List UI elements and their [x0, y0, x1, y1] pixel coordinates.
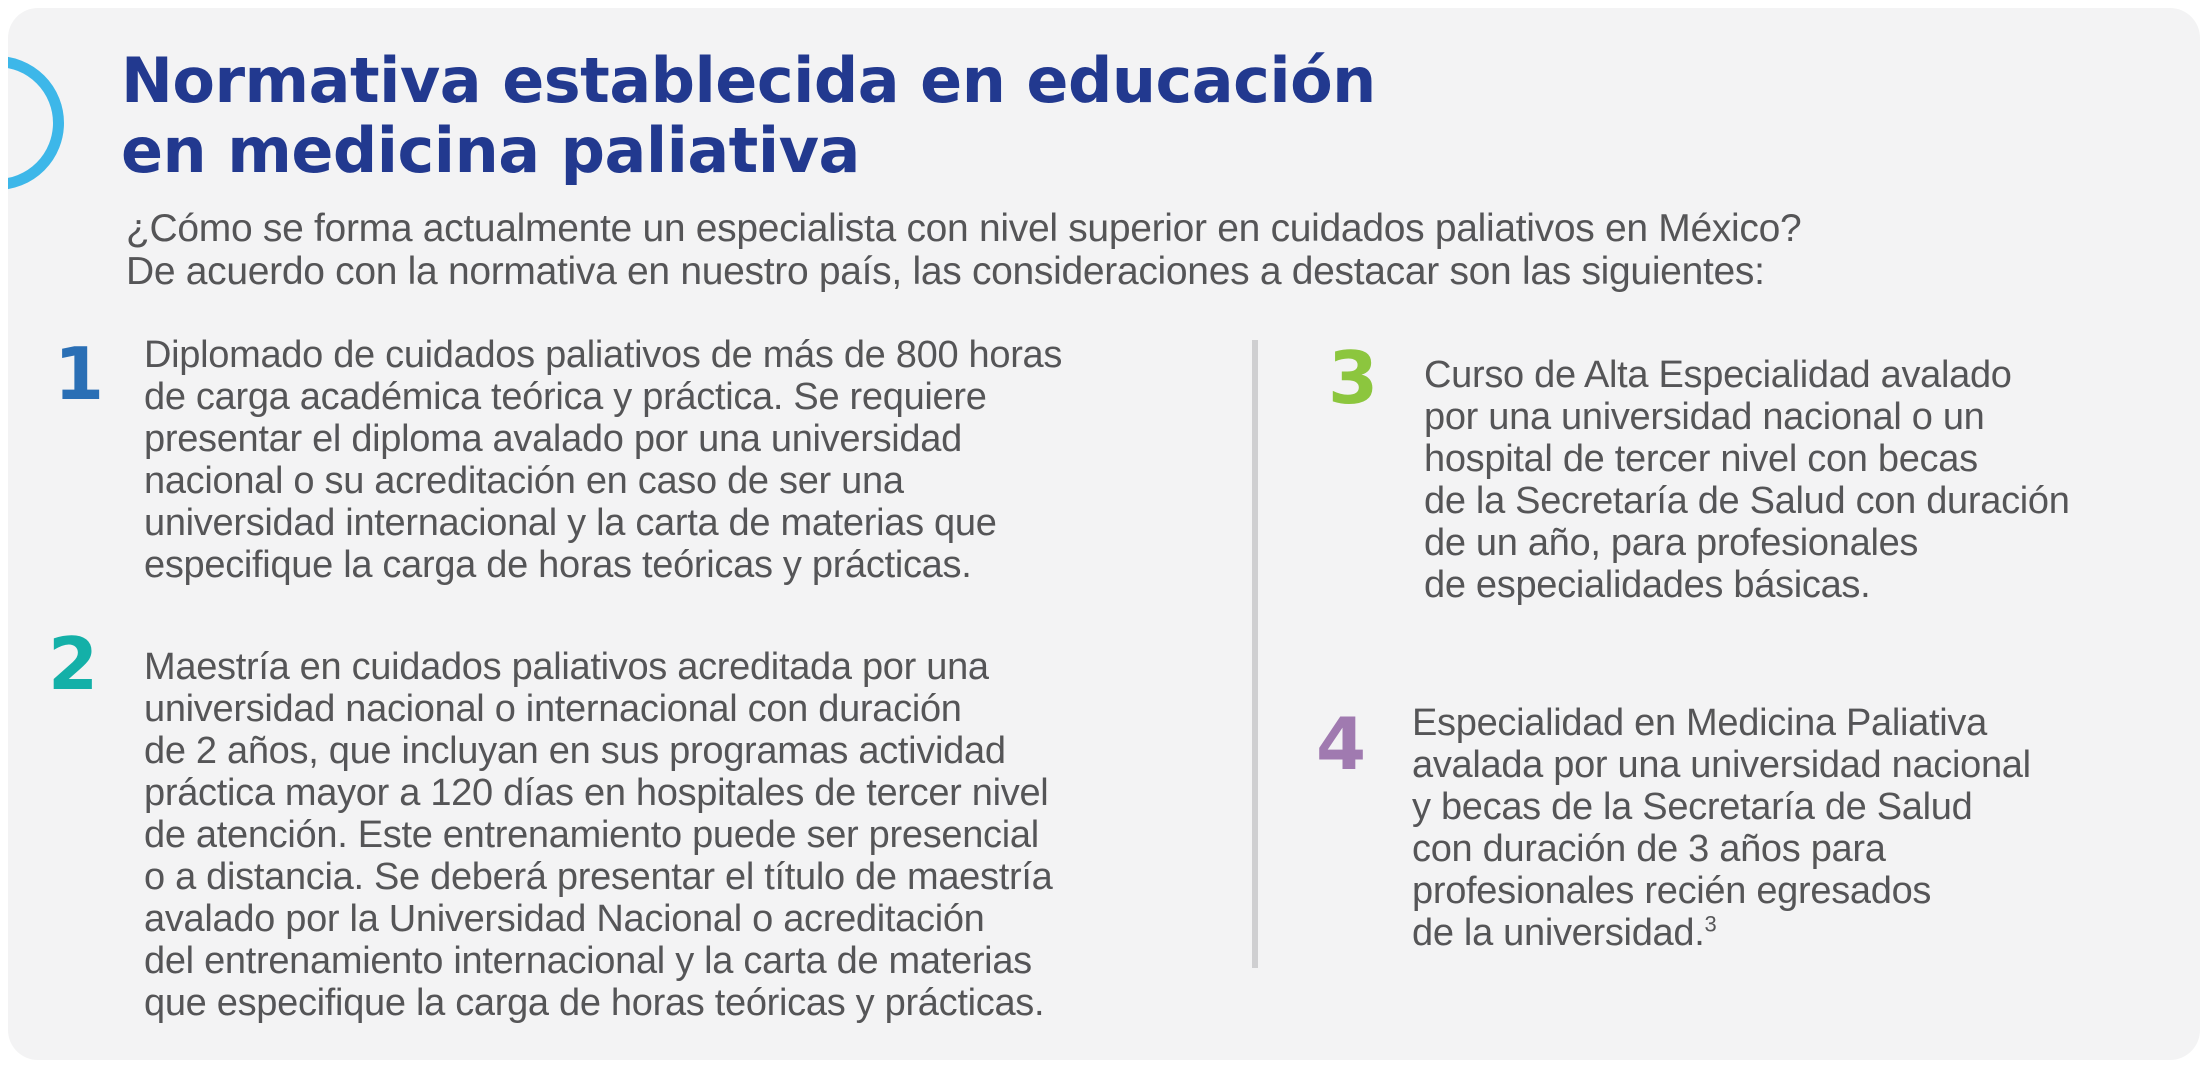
item-3-line: por una universidad nacional o un [1424, 396, 1985, 438]
content-card [8, 8, 2200, 1060]
intro-line-2: De acuerdo con la normativa en nuestro país, las consideraciones a destacar son las siguientes: [126, 250, 1765, 293]
item-number-2: 2 [48, 622, 99, 706]
title-line-1: Normativa establecida en educación [121, 44, 1376, 117]
item-4-line: Especialidad en Medicina Paliativa [1412, 702, 1987, 744]
item-text-1 [144, 334, 1062, 586]
footnote-marker: 3 [1704, 911, 1717, 937]
item-1-line: universidad internacional y la carta de materias que [144, 502, 997, 544]
item-1-line: nacional o su acreditación en caso de ser una [144, 460, 904, 502]
decorative-arc-icon [8, 56, 64, 190]
item-2-line: que especifique la carga de horas teóricas y prácticas. [144, 982, 1045, 1024]
item-2-line: universidad nacional o internacional con duración [144, 688, 962, 730]
item-3-line: de un año, para profesionales [1424, 522, 1919, 564]
item-4-line: con duración de 3 años para [1412, 828, 1886, 870]
item-3-line: hospital de tercer nivel con becas [1424, 438, 1978, 480]
item-number-4: 4 [1316, 702, 1367, 786]
intro-paragraph [126, 207, 1801, 293]
item-1-line: de carga académica teórica y práctica. Se requiere [144, 376, 987, 418]
item-number-1: 1 [54, 332, 105, 416]
page-title [121, 46, 1376, 186]
item-3-line: de especialidades básicas. [1424, 564, 1871, 606]
intro-line-1: ¿Cómo se forma actualmente un especialista con nivel superior en cuidados paliativos en México? [126, 207, 1802, 250]
item-4-line: y becas de la Secretaría de Salud [1412, 786, 1973, 828]
column-divider [1252, 340, 1258, 968]
item-2-line: del entrenamiento internacional y la carta de materias [144, 940, 1032, 982]
item-2-line: o a distancia. Se deberá presentar el título de maestría [144, 856, 1053, 898]
item-4-line: de la universidad. [1412, 912, 1705, 954]
title-line-2: en medicina paliativa [121, 114, 860, 187]
item-4-line: avalada por una universidad nacional [1412, 744, 2031, 786]
item-1-line: especifique la carga de horas teóricas y prácticas. [144, 544, 972, 586]
item-4-last-line [1412, 912, 2031, 954]
item-4-line: profesionales recién egresados [1412, 870, 1932, 912]
item-3-line: de la Secretaría de Salud con duración [1424, 480, 2070, 522]
item-2-line: de 2 años, que incluyan en sus programas actividad [144, 730, 1006, 772]
item-2-line: avalado por la Universidad Nacional o acreditación [144, 898, 985, 940]
item-1-line: presentar el diploma avalado por una universidad [144, 418, 962, 460]
item-3-line: Curso de Alta Especialidad avalado [1424, 354, 2012, 396]
item-2-line: de atención. Este entrenamiento puede ser presencial [144, 814, 1039, 856]
item-1-line: Diplomado de cuidados paliativos de más de 800 horas [144, 334, 1063, 376]
item-text-2 [144, 646, 1052, 1024]
item-2-line: práctica mayor a 120 días en hospitales de tercer nivel [144, 772, 1049, 814]
item-text-3 [1424, 354, 2070, 606]
item-2-line: Maestría en cuidados paliativos acreditada por una [144, 646, 989, 688]
item-number-3: 3 [1328, 336, 1379, 420]
item-text-4 [1412, 702, 2031, 954]
